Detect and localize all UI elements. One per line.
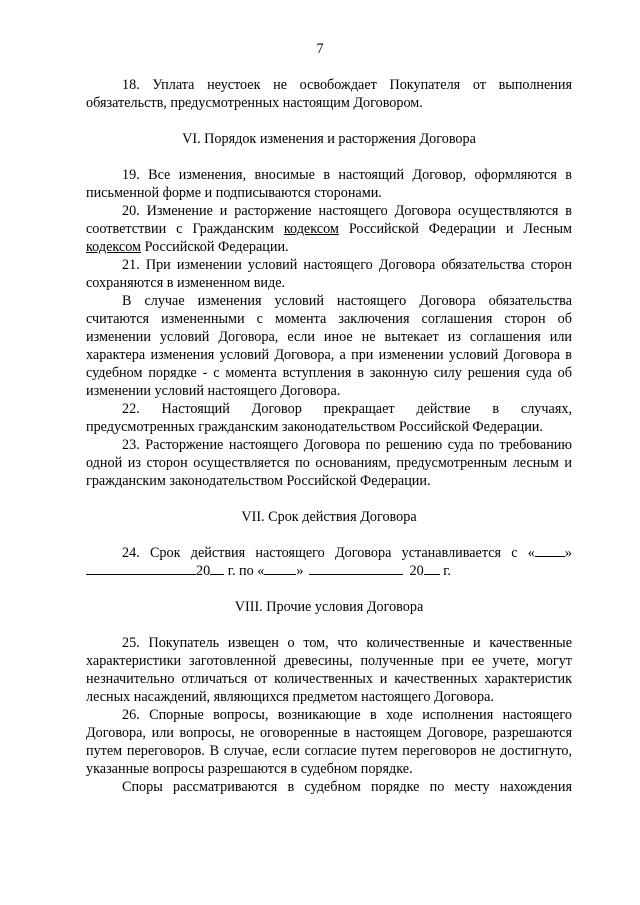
clause-19: 19. Все изменения, вносимые в настоящий Договор, оформляются в письменной форме и подписываются сторонами. [86, 167, 572, 201]
section-6-title: VI. Порядок изменения и расторжения Договора [182, 131, 476, 147]
year-prefix-2: 20 [409, 563, 424, 579]
month-blank-1[interactable] [86, 562, 196, 575]
day-blank-1[interactable] [535, 544, 565, 557]
clause-24 [86, 544, 572, 580]
close-quote-1: » [564, 545, 572, 561]
clause-26: 26. Спорные вопросы, возникающие в ходе исполнения настоящего Договора, или вопросы, не оговоренные в настоящем Договоре, разрешаются путем переговоров. В случае, если согласие путем переговоров не достигнуто, указанные вопросы разрешаются в судебном порядке. [86, 707, 572, 777]
document-body [86, 76, 572, 796]
clause-24-line-1 [86, 544, 572, 562]
clause-24-text: 24. Срок действия настоящего Договора устанавливается с « [122, 545, 535, 561]
civil-code-link[interactable]: кодексом [283, 221, 339, 237]
clause-20-text-3: Российской Федерации. [141, 239, 289, 255]
year-blank-2[interactable] [424, 562, 440, 575]
page-number: 7 [316, 41, 324, 57]
clause-23: 23. Расторжение настоящего Договора по решению суда по требованию одной из сторон осуществляется по основаниям, предусмотренным лесным и гражданским законодательством Российской Федерации. [86, 437, 572, 489]
year-end: г. [439, 563, 451, 579]
clause-25: 25. Покупатель извещен о том, что количественные и качественные характеристики заготовленной древесины, полученные при ее учете, могут незначительно отличаться от количественных и качественных характеристик лесных насаждений, являющихся предметом настоящего Договора. [86, 635, 572, 705]
forest-code-link[interactable]: кодексом [86, 239, 142, 255]
clause-18: 18. Уплата неустоек не освобождает Покупателя от выполнения обязательств, предусмотренных настоящим Договором. [86, 77, 572, 111]
year-prefix-1: 20 [196, 563, 211, 579]
clause-21-continuation: В случае изменения условий настоящего Договора обязательства считаются измененными с момента заключения соглашения сторон об изменении условий Договора, если иное не вытекает из соглашения или характера изменения условий Договора, а при изменении условий Договора в судебном порядке - с момента вступления в законную силу решения суда об изменении условий настоящего Договора. [86, 293, 572, 399]
section-8-title: VIII. Прочие условия Договора [234, 599, 424, 615]
clause-26-continuation: Споры рассматриваются в судебном порядке по месту нахождения [122, 779, 572, 795]
clause-20-text-1: 20. Изменение и расторжение настоящего Договора осуществляются в соответствии с Гражданским [86, 203, 572, 237]
clause-21: 21. При изменении условий настоящего Договора обязательства сторон сохраняются в измененном виде. [86, 257, 572, 291]
clause-20-text-2: Российской Федерации и Лесным [338, 221, 572, 237]
clause-22: 22. Настоящий Договор прекращает действие в случаях, предусмотренных гражданским законодательством Российской Федерации. [86, 401, 572, 435]
year-blank-1[interactable] [210, 562, 224, 575]
section-7-title: VII. Срок действия Договора [241, 509, 417, 525]
day-blank-2[interactable] [264, 562, 296, 575]
clause-20 [86, 202, 572, 256]
clause-24-line-2 [86, 562, 572, 580]
month-blank-2[interactable] [309, 562, 403, 575]
close-quote-2: » [296, 563, 304, 579]
year-suffix-1: г. по « [224, 563, 265, 579]
